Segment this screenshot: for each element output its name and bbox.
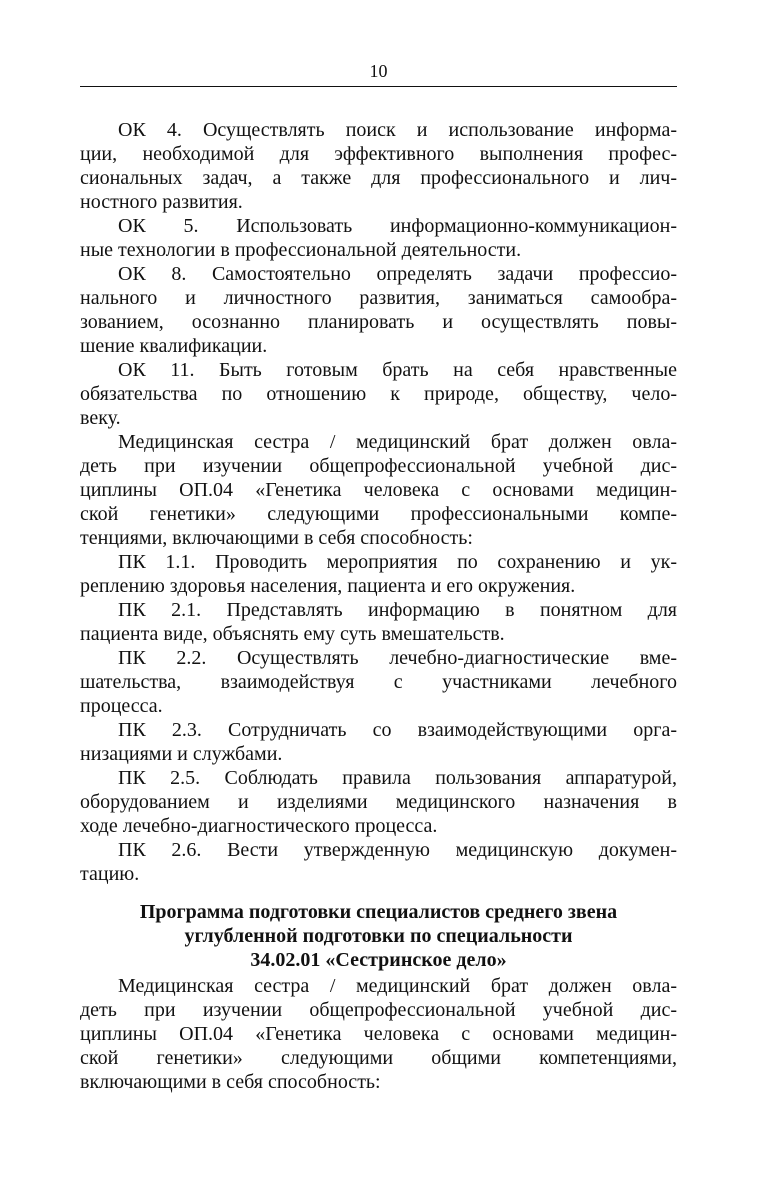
text-line: Медицинская сестра / медицинский брат должен овла- [118, 431, 677, 453]
text-line: сиональных задач, а также для профессионального и лич- [80, 167, 677, 189]
text-line: ОК 11. Быть готовым брать на себя нравственные [118, 359, 677, 381]
text-line: тенциями, включающими в себя способность: [80, 527, 473, 549]
text-line: циплины ОП.04 «Генетика человека с основами медицин- [80, 479, 677, 501]
text-line: ОК 5. Использовать информационно-коммуникацион- [118, 215, 677, 237]
text-line: ПК 2.3. Сотрудничать со взаимодействующими орга- [118, 719, 677, 741]
text-line: низациями и службами. [80, 743, 283, 765]
text-line: ходе лечебно-диагностического процесса. [80, 815, 438, 837]
text-line: циплины ОП.04 «Генетика человека с основами медицин- [80, 1023, 677, 1045]
text-line: ПК 2.1. Представлять информацию в понятном для [118, 599, 677, 621]
page-body [80, 118, 677, 1094]
text-line: ОК 4. Осуществлять поиск и использование информа- [118, 119, 677, 141]
text-line: ные технологии в профессиональной деятельности. [80, 239, 522, 261]
text-line: включающими в себя способность: [80, 1071, 381, 1093]
competency-ok-11 [80, 358, 677, 430]
text-line: Медицинская сестра / медицинский брат должен овла- [118, 975, 677, 997]
text-line: нального и личностного развития, заниматься самообра- [80, 287, 677, 309]
text-line: веку. [80, 407, 121, 429]
text-line: ПК 2.5. Соблюдать правила пользования аппаратурой, [118, 767, 677, 789]
text-line: ской генетики» следующими общими компетенциями, [80, 1047, 677, 1069]
text-line: деть при изучении общепрофессиональной учебной дис- [80, 999, 677, 1021]
intro-professional-competencies [80, 430, 677, 550]
competency-pk-2-2 [80, 646, 677, 718]
intro-general-competencies [80, 974, 677, 1094]
text-line: реплению здоровья населения, пациента и его окружения. [80, 575, 576, 597]
text-line: ции, необходимой для эффективного выполнения профес- [80, 143, 677, 165]
text-line: процесса. [80, 695, 163, 717]
competency-ok-8 [80, 262, 677, 358]
competency-ok-5 [80, 214, 677, 262]
text-line: ОК 8. Самостоятельно определять задачи профессио- [118, 263, 677, 285]
text-line: шательства, взаимодействуя с участниками лечебного [80, 671, 677, 693]
header-rule [80, 86, 677, 87]
competency-pk-2-3 [80, 718, 677, 766]
text-line: оборудованием и изделиями медицинского назначения в [80, 791, 677, 813]
section-heading [80, 900, 677, 972]
competency-pk-1-1 [80, 550, 677, 598]
competency-pk-2-6 [80, 838, 677, 886]
text-line: обязательства по отношению к природе, обществу, чело- [80, 383, 677, 405]
text-line: ПК 1.1. Проводить мероприятия по сохранению и ук- [118, 551, 677, 573]
text-line: ностного развития. [80, 191, 243, 213]
text-line: ской генетики» следующими профессиональными компе- [80, 503, 677, 525]
text-line: шение квалификации. [80, 335, 268, 357]
text-line: тацию. [80, 863, 140, 885]
heading-line: 34.02.01 «Сестринское дело» [250, 949, 507, 971]
heading-line: Программа подготовки специалистов среднего звена [139, 901, 618, 923]
competency-pk-2-5 [80, 766, 677, 838]
text-line: ПК 2.6. Вести утвержденную медицинскую докумен- [118, 839, 677, 861]
page-number: 10 [369, 61, 388, 81]
text-line: зованием, осознанно планировать и осуществлять повы- [80, 311, 677, 333]
competency-ok-4 [80, 118, 677, 214]
text-line: пациента виде, объяснять ему суть вмешательств. [80, 623, 505, 645]
text-line: ПК 2.2. Осуществлять лечебно-диагностические вме- [118, 647, 677, 669]
heading-line: углубленной подготовки по специальности [184, 925, 573, 947]
competency-pk-2-1 [80, 598, 677, 646]
text-line: деть при изучении общепрофессиональной учебной дис- [80, 455, 677, 477]
